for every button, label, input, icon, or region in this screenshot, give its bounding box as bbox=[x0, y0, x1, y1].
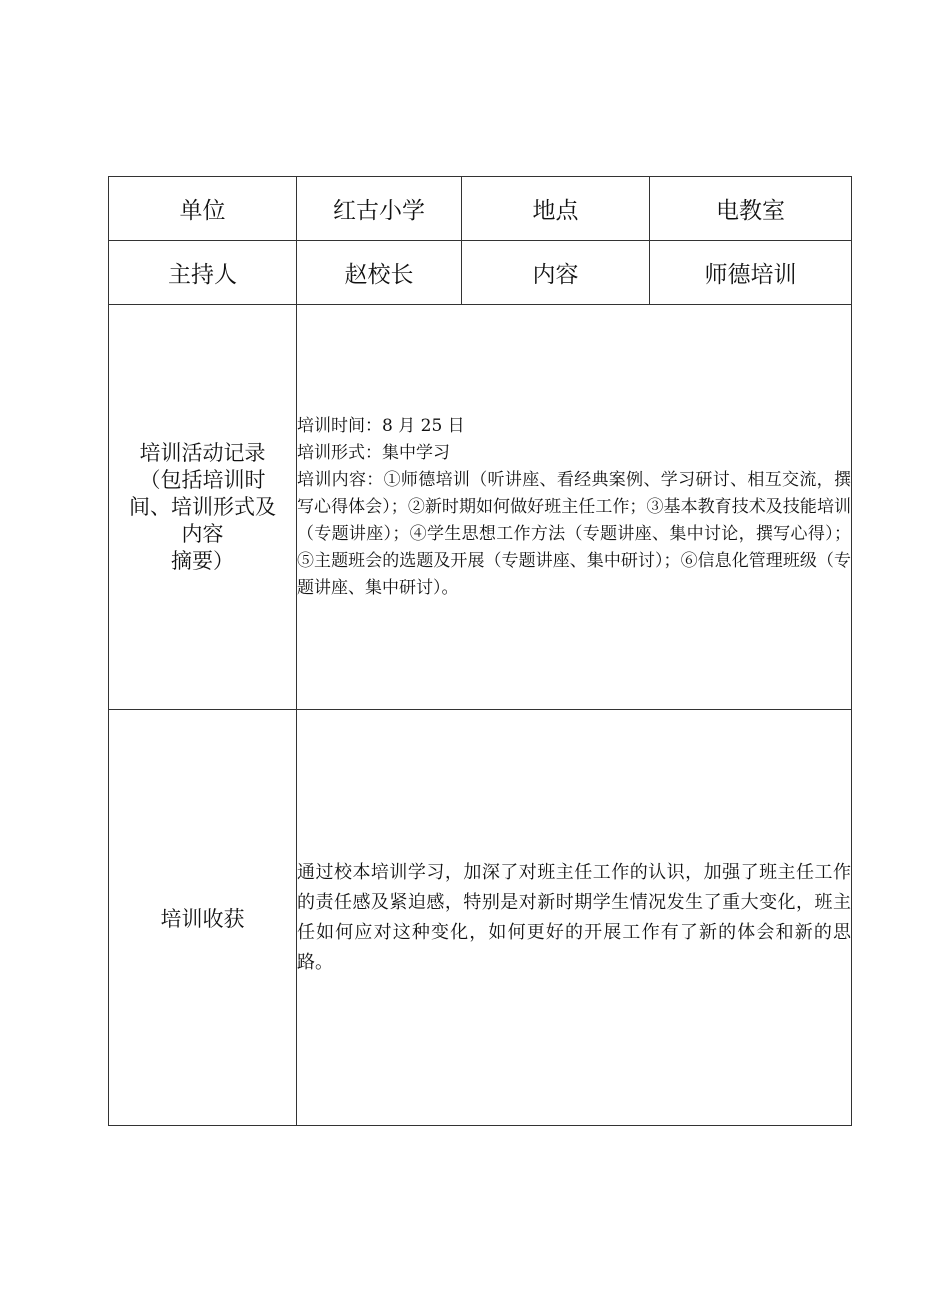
record-label-line: 内容 bbox=[181, 521, 224, 546]
gain-body bbox=[297, 710, 852, 1126]
host-value: 赵校长 bbox=[297, 241, 462, 305]
content-value: 师德培训 bbox=[650, 241, 852, 305]
record-form: 培训形式：集中学习 bbox=[297, 442, 450, 463]
content-label: 内容 bbox=[462, 241, 650, 305]
row-training-gain bbox=[109, 710, 852, 1126]
place-value: 电教室 bbox=[650, 177, 852, 241]
record-label-line: 摘要） bbox=[171, 548, 234, 573]
gain-text: 通过校本培训学习，加深了对班主任工作的认识，加强了班主任工作的责任感及紧迫感，特别是对新时期学生情况发生了重大变化，班主任如何应对这种变化，如何更好的开展工作有了新的体会和新的思路。 bbox=[297, 861, 851, 973]
row-unit-place bbox=[109, 177, 852, 241]
record-body bbox=[297, 305, 852, 710]
host-label: 主持人 bbox=[109, 241, 297, 305]
row-training-record bbox=[109, 305, 852, 710]
record-label-line: （包括培训时 bbox=[139, 467, 266, 492]
record-content: 培训内容：①师德培训（听讲座、看经典案例、学习研讨、相互交流，撰写心得体会）；②新时期如何做好班主任工作；③基本教育技术及技能培训（专题讲座）；④学生思想工作方法（专题讲座、集中讨论，撰写心得）；⑤主题班会的选题及开展（专题讲座、集中研讨）；⑥信息化管理班级（专题讲座、集中研讨）。 bbox=[297, 469, 851, 598]
record-label bbox=[109, 305, 297, 710]
row-host-content bbox=[109, 241, 852, 305]
training-record-table bbox=[108, 176, 852, 1126]
gain-label: 培训收获 bbox=[109, 710, 297, 1126]
place-label: 地点 bbox=[462, 177, 650, 241]
record-label-line: 培训活动记录 bbox=[139, 440, 266, 465]
unit-value: 红古小学 bbox=[297, 177, 462, 241]
record-time: 培训时间：8 月 25 日 bbox=[297, 415, 465, 436]
unit-label: 单位 bbox=[109, 177, 297, 241]
record-label-line: 间、培训形式及 bbox=[129, 494, 276, 519]
